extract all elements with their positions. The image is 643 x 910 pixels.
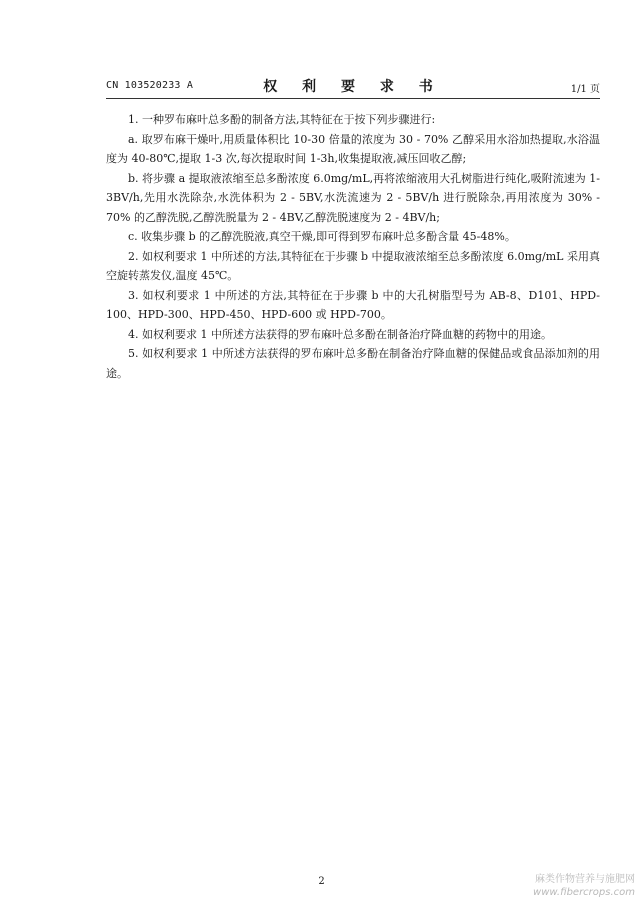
publication-number: CN 103520233 A: [106, 80, 194, 91]
page-count: 1/1 页: [570, 84, 600, 95]
watermark-site-url: www.fibercrops.com: [533, 887, 635, 898]
claim-1: 1. 一种罗布麻叶总多酚的制备方法,其特征在于按下列步骤进行:: [128, 113, 436, 126]
claims-body: [106, 110, 600, 383]
page-header: [106, 76, 600, 98]
document-title: 权 利 要 求 书: [263, 79, 443, 95]
page-number: 2: [318, 876, 325, 887]
claim-1-step-c: c. 收集步骤 b 的乙醇洗脱液,真空干燥,即可得到罗布麻叶总多酚含量 45-48%。: [128, 230, 516, 243]
claim-5: 5. 如权利要求 1 中所述方法获得的罗布麻叶总多酚在制备治疗降血糖的保健品或食品添加剂的用途。: [106, 347, 600, 380]
claim-2: 2. 如权利要求 1 中所述的方法,其特征在于步骤 b 中提取液浓缩至总多酚浓度 6.0mg/mL 采用真空旋转蒸发仪,温度 45℃。: [106, 249, 600, 282]
watermark-site-name: 麻类作物营养与施肥网: [535, 874, 635, 885]
claim-1-step-b: b. 将步骤 a 提取液浓缩至总多酚浓度 6.0mg/mL,再将浓缩液用大孔树脂进行纯化,吸附流速为 1-3BV/h,先用水洗除杂,水洗体积为 2 - 5BV,水洗流速为 2 - 5BV/h 进行脱除杂,再用浓度为 30% - 70% 的乙醇洗脱,乙醇洗脱量为 2 - 4BV,乙醇洗脱速度为 2 - 4BV/h;: [106, 171, 600, 224]
claim-4: 4. 如权利要求 1 中所述方法获得的罗布麻叶总多酚在制备治疗降血糖的药物中的用途。: [128, 327, 552, 341]
header-divider: [106, 98, 600, 99]
watermark: [533, 873, 635, 899]
claim-3: 3. 如权利要求 1 中所述的方法,其特征在于步骤 b 中的大孔树脂型号为 AB-8、D101、HPD-100、HPD-300、HPD-450、HPD-600 或 HPD-700。: [106, 288, 600, 321]
claim-1-step-a: a. 取罗布麻干燥叶,用质量体积比 10-30 倍量的浓度为 30 - 70% 乙醇采用水浴加热提取,水浴温度为 40-80℃,提取 1-3 次,每次提取时间 1-3h,收集提取液,减压回收乙醇;: [106, 132, 600, 165]
